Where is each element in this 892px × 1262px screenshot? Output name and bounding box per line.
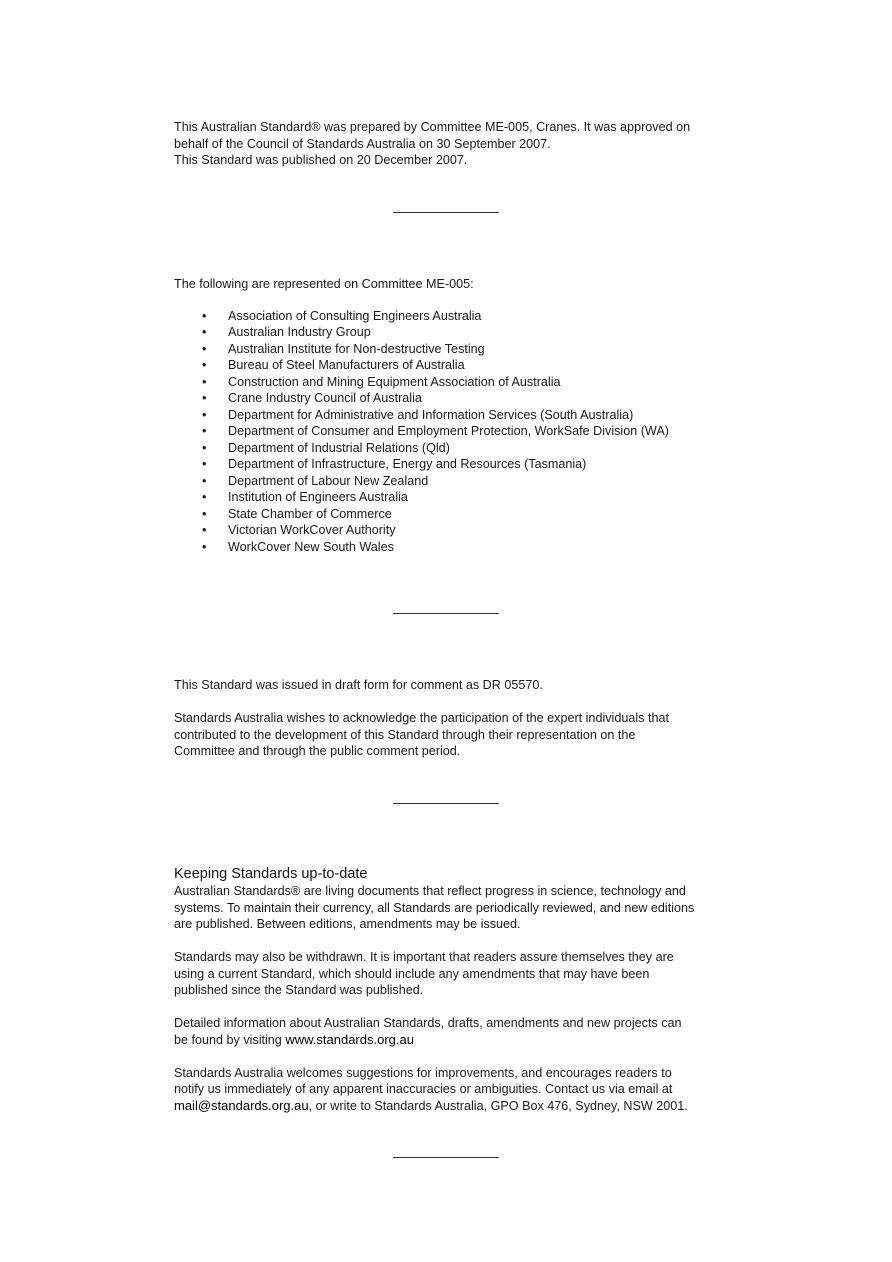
bullet-icon: • — [202, 341, 207, 356]
list-item: • Victorian WorkCover Authority — [202, 523, 396, 537]
section-divider-3 — [393, 803, 499, 804]
paragraph-2-line-2: using a current Standard, which should include any amendments that may have been — [174, 966, 650, 981]
approval-section — [174, 119, 734, 169]
list-item: • Crane Industry Council of Australia — [202, 391, 422, 405]
committee-intro: The following are represented on Committee ME-005: — [174, 277, 474, 291]
email-link[interactable]: mail@standards.org.au — [174, 1097, 309, 1113]
paragraph-4-line-2: notify us immediately of any apparent inaccuracies or ambiguities. Contact us via email at — [174, 1082, 673, 1096]
bullet-icon: • — [202, 407, 207, 422]
paragraph-4-line-3: mail@standards.org.au, or write to Standards Australia, GPO Box 476, Sydney, NSW 2001. — [174, 1097, 688, 1113]
list-item: • Department of Consumer and Employment Protection, WorkSafe Division (WA) — [202, 424, 669, 438]
bullet-icon: • — [202, 506, 207, 521]
bullet-icon: • — [202, 358, 207, 372]
acknowledgement-line-2: contributed to the development of this Standard through their representation on the — [174, 727, 636, 742]
list-item: • Institution of Engineers Australia — [202, 490, 408, 504]
bullet-icon: • — [202, 391, 207, 405]
keeping-up-to-date-section — [174, 865, 734, 1114]
paragraph-1-line-3: are published. Between editions, amendments may be issued. — [174, 917, 521, 931]
list-item: • Department for Administrative and Information Services (South Australia) — [202, 407, 634, 422]
paragraph-3-line-1: Detailed information about Australian Standards, drafts, amendments and new projects can — [174, 1016, 682, 1030]
paragraph-2-line-1: Standards may also be withdrawn. It is important that readers assure themselves they are — [174, 950, 674, 964]
list-item: • Construction and Mining Equipment Association of Australia — [202, 374, 561, 389]
acknowledgement-line-3: Committee and through the public comment period. — [174, 744, 461, 758]
list-item: • Association of Consulting Engineers Australia — [202, 308, 482, 323]
list-item: • Department of Infrastructure, Energy and Resources (Tasmania) — [202, 457, 587, 471]
list-item: • Department of Labour New Zealand — [202, 473, 429, 488]
bullet-icon: • — [202, 523, 207, 537]
list-item: • Australian Industry Group — [202, 325, 371, 339]
bullet-icon: • — [202, 308, 207, 323]
section-divider-1 — [393, 212, 499, 213]
paragraph-3-line-2: be found by visiting www.standards.org.au — [174, 1031, 414, 1047]
bullet-icon: • — [202, 539, 207, 554]
list-item: • Australian Institute for Non-destructive Testing — [202, 341, 485, 356]
bullet-icon: • — [202, 374, 207, 389]
paragraph-2-line-3: published since the Standard was published. — [174, 983, 424, 997]
draft-issued-text: This Standard was issued in draft form for comment as DR 05570. — [174, 678, 543, 692]
draft-section — [174, 677, 734, 760]
bullet-icon: • — [202, 424, 207, 438]
list-item: • Department of Industrial Relations (Qld) — [202, 440, 450, 455]
approval-line-2: behalf of the Council of Standards Australia on 30 September 2007. — [174, 136, 551, 151]
bullet-icon: • — [202, 473, 207, 488]
paragraph-1-line-2: systems. To maintain their currency, all Standards are periodically reviewed, and new editions — [174, 900, 695, 915]
list-item: • WorkCover New South Wales — [202, 539, 394, 554]
committee-section — [174, 276, 734, 555]
section-heading: Keeping Standards up-to-date — [174, 866, 368, 882]
section-divider-4 — [393, 1157, 499, 1158]
paragraph-4-line-1: Standards Australia welcomes suggestions for improvements, and encourages readers to — [174, 1065, 672, 1080]
bullet-icon: • — [202, 325, 207, 339]
list-item: • Bureau of Steel Manufacturers of Australia — [202, 358, 465, 372]
publication-date: This Standard was published on 20 December 2007. — [174, 153, 468, 167]
committee-member-list — [174, 308, 734, 556]
acknowledgement-line-1: Standards Australia wishes to acknowledge the participation of the expert individuals that — [174, 711, 669, 725]
approval-line-1: This Australian Standard® was prepared by Committee ME-005, Cranes. It was approved on — [174, 120, 691, 134]
bullet-icon: • — [202, 440, 207, 455]
paragraph-1-line-1: Australian Standards® are living documents that reflect progress in science, technology and — [174, 884, 686, 898]
section-divider-2 — [393, 613, 499, 614]
website-link[interactable]: www.standards.org.au — [285, 1031, 414, 1047]
bullet-icon: • — [202, 490, 207, 504]
list-item: • State Chamber of Commerce — [202, 506, 392, 521]
bullet-icon: • — [202, 457, 207, 471]
